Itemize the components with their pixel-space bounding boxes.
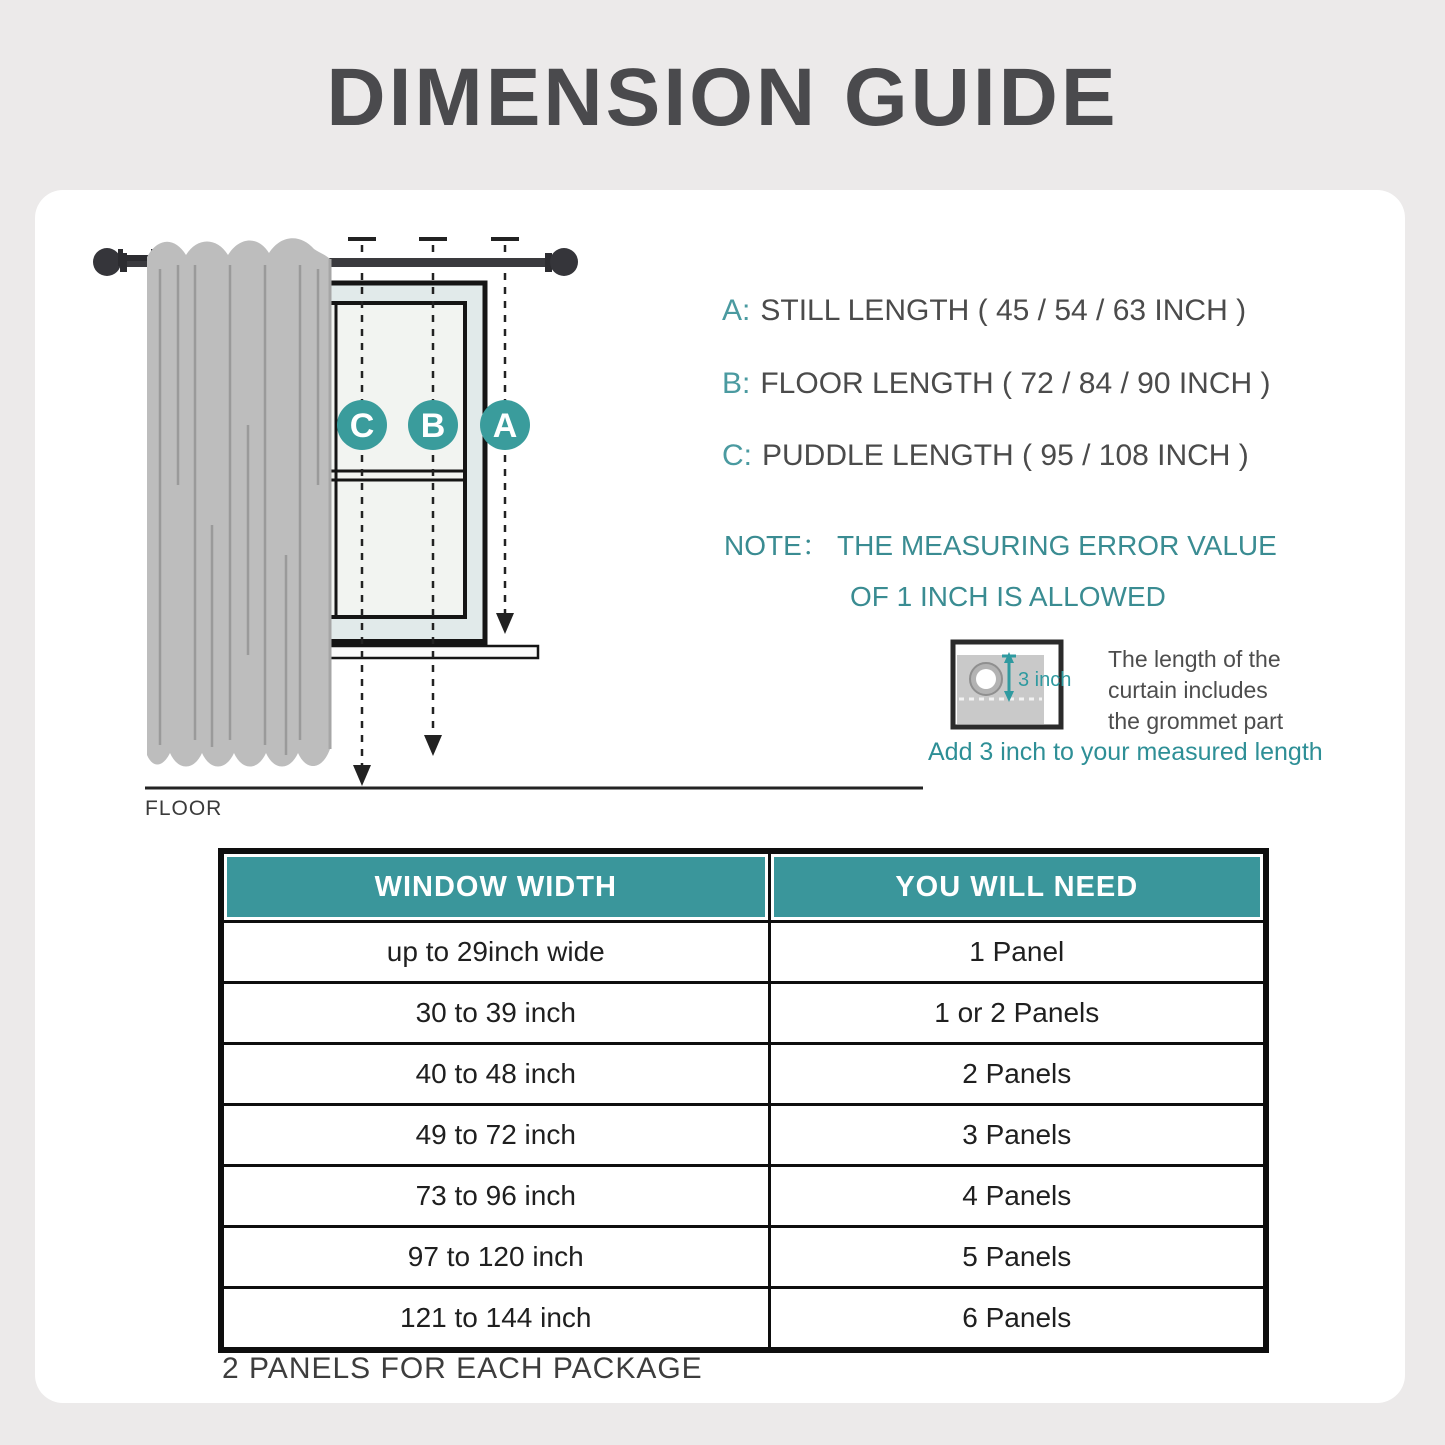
panels-needed-cell: 4 Panels bbox=[769, 1166, 1266, 1227]
table-row bbox=[221, 1288, 1266, 1351]
length-c-text: PUDDLE LENGTH ( 95 / 108 INCH ) bbox=[762, 439, 1249, 472]
table-row bbox=[221, 983, 1266, 1044]
length-b-row bbox=[722, 367, 1271, 401]
header-you-will-need: YOU WILL NEED bbox=[769, 851, 1266, 922]
grommet-desc-line-1: The length of the bbox=[1108, 646, 1281, 672]
table-row bbox=[221, 1044, 1266, 1105]
length-badges bbox=[337, 400, 530, 450]
rod-finial-left bbox=[93, 248, 121, 276]
length-c-row bbox=[722, 439, 1249, 473]
window-width-cell: 97 to 120 inch bbox=[221, 1227, 769, 1288]
panels-table bbox=[218, 848, 1269, 1353]
table-row bbox=[221, 1166, 1266, 1227]
length-a-row bbox=[722, 294, 1246, 328]
length-a-letter: A: bbox=[722, 294, 751, 327]
window-width-cell: 49 to 72 inch bbox=[221, 1105, 769, 1166]
length-a-text: STILL LENGTH ( 45 / 54 / 63 INCH ) bbox=[760, 294, 1247, 327]
length-b-text: FLOOR LENGTH ( 72 / 84 / 90 INCH ) bbox=[760, 367, 1271, 400]
panels-needed-cell: 5 Panels bbox=[769, 1227, 1266, 1288]
package-note: 2 PANELS FOR EACH PACKAGE bbox=[222, 1352, 703, 1385]
grommet-description bbox=[1108, 644, 1283, 737]
table-row bbox=[221, 1227, 1266, 1288]
header-window-width: WINDOW WIDTH bbox=[221, 851, 769, 922]
grommet-desc-line-2: curtain includes bbox=[1108, 677, 1268, 703]
rod-finial-right bbox=[550, 248, 578, 276]
panels-needed-cell: 1 or 2 Panels bbox=[769, 983, 1266, 1044]
panels-needed-cell: 1 Panel bbox=[769, 922, 1266, 983]
note-line-2: OF 1 INCH IS ALLOWED bbox=[850, 581, 1166, 612]
page-title: DIMENSION GUIDE bbox=[326, 52, 1119, 143]
window-width-cell: 40 to 48 inch bbox=[221, 1044, 769, 1105]
window-width-cell: 73 to 96 inch bbox=[221, 1166, 769, 1227]
badge-a-label: A bbox=[492, 407, 518, 445]
grommet-desc-line-3: the grommet part bbox=[1108, 708, 1284, 734]
measure-arrow-label: 3 inch bbox=[1018, 669, 1072, 691]
badge-b-label: B bbox=[420, 407, 446, 445]
length-c-letter: C: bbox=[722, 439, 752, 472]
floor-label: FLOOR bbox=[145, 797, 223, 820]
table-row bbox=[221, 922, 1266, 983]
curtain bbox=[147, 238, 330, 766]
window-width-cell: 30 to 39 inch bbox=[221, 983, 769, 1044]
grommet-tip: Add 3 inch to your measured length bbox=[928, 738, 1323, 766]
panels-needed-cell: 6 Panels bbox=[769, 1288, 1266, 1351]
panels-needed-cell: 3 Panels bbox=[769, 1105, 1266, 1166]
table-header-row bbox=[221, 851, 1266, 922]
window-width-cell: up to 29inch wide bbox=[221, 922, 769, 983]
badge-c-label: C bbox=[349, 407, 375, 445]
window-width-cell: 121 to 144 inch bbox=[221, 1288, 769, 1351]
note-line-1: NOTE： THE MEASURING ERROR VALUE bbox=[724, 530, 1277, 561]
window-shelf bbox=[323, 646, 538, 658]
length-b-letter: B: bbox=[722, 367, 751, 400]
panels-needed-cell: 2 Panels bbox=[769, 1044, 1266, 1105]
table-row bbox=[221, 1105, 1266, 1166]
grommet-diagram bbox=[946, 634, 1096, 734]
grommet-hole bbox=[976, 669, 996, 689]
